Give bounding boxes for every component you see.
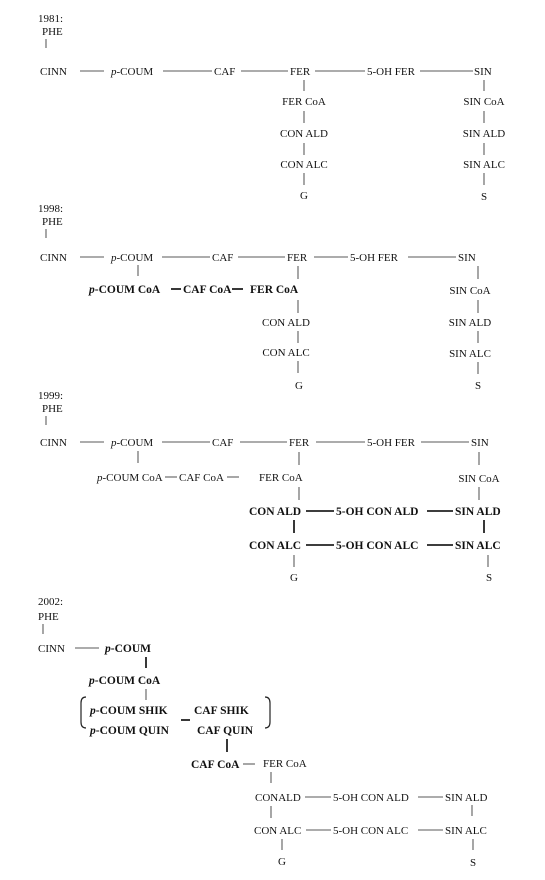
p-prefix: p	[90, 705, 96, 717]
phe-label: PHE	[38, 611, 59, 623]
year-label: 1998:	[38, 203, 64, 215]
sin-alc-label: SIN ALC	[455, 540, 501, 552]
p-prefix: p	[89, 284, 95, 296]
sin-label: SIN	[458, 252, 476, 264]
left-bracket	[81, 697, 86, 728]
pcoum-coa-label	[88, 284, 161, 296]
con-alc-label: CON ALC	[280, 159, 328, 171]
caf-label: CAF	[212, 437, 234, 449]
g-label: G	[290, 572, 298, 584]
s-label: S	[485, 572, 493, 584]
coum-coa-suffix: -COUM CoA	[94, 284, 161, 296]
p-prefix: p	[111, 66, 117, 78]
pcoum-shik-label	[89, 705, 168, 717]
5-oh-fer-label: 5-OH FER	[367, 437, 415, 449]
pcoum-label	[104, 643, 151, 655]
con-ald-label: CON ALD	[280, 128, 328, 140]
con-ald-label: CON ALD	[262, 317, 310, 329]
p-prefix: p	[111, 437, 117, 449]
caf-coa-label: CAF CoA	[183, 284, 232, 296]
5-oh-con-ald-label: 5-OH CON ALD	[333, 792, 409, 804]
p-prefix: p	[105, 643, 111, 655]
conald-label: CONALD	[255, 792, 301, 804]
s-label: S	[474, 380, 482, 392]
sin-coa-label: SIN CoA	[449, 285, 491, 297]
5-oh-con-alc-label: 5-OH CON ALC	[333, 825, 409, 837]
pcoum-label	[110, 252, 153, 264]
fer-label: FER	[287, 252, 308, 264]
year-label: 1981:	[38, 13, 64, 25]
caf-quin-label: CAF QUIN	[197, 725, 254, 737]
g-label: G	[278, 856, 286, 868]
p-prefix: p	[97, 472, 103, 484]
fer-label: FER	[290, 66, 311, 78]
con-alc-label: CON ALC	[262, 347, 310, 359]
g-label: G	[295, 380, 303, 392]
sin-coa-label: SIN CoA	[463, 96, 505, 108]
p-prefix: p	[111, 252, 117, 264]
sin-ald-label: SIN ALD	[462, 128, 506, 140]
con-ald-label: CON ALD	[249, 506, 302, 518]
pcoum-quin-label	[89, 725, 170, 737]
s-label: S	[469, 857, 477, 869]
p-prefix: p	[89, 675, 95, 687]
fer-coa-label: FER CoA	[263, 758, 307, 770]
con-alc-label: CON ALC	[249, 540, 302, 552]
phe-label: PHE	[42, 216, 63, 228]
caf-label: CAF	[214, 66, 236, 78]
fer-coa-label: FER CoA	[259, 472, 303, 484]
fer-label: FER	[289, 437, 310, 449]
cinn-label: CINN	[40, 66, 67, 78]
5-oh-fer-label: 5-OH FER	[350, 252, 398, 264]
sin-ald-label: SIN ALD	[448, 317, 492, 329]
sin-alc-label: SIN ALC	[463, 159, 505, 171]
cinn-label: CINN	[40, 437, 67, 449]
5-oh-fer-label: 5-OH FER	[367, 66, 415, 78]
sin-alc-label: SIN ALC	[445, 825, 487, 837]
sin-ald-label: SIN ALD	[445, 792, 488, 804]
sin-label: SIN	[471, 437, 489, 449]
caf-label: CAF	[212, 252, 234, 264]
sin-alc-label: SIN ALC	[449, 348, 491, 360]
coum-suffix: -COUM	[116, 437, 154, 449]
fer-coa-label: FER CoA	[250, 284, 299, 296]
pcoum-coa-label	[96, 472, 163, 484]
sin-label: SIN	[474, 66, 492, 78]
pcoum-label	[110, 437, 153, 449]
coum-coa-suffix: -COUM CoA	[102, 472, 163, 484]
cinn-label: CINN	[38, 643, 65, 655]
coum-suffix: -COUM	[116, 252, 154, 264]
5-oh-con-ald-label: 5-OH CON ALD	[336, 506, 419, 518]
pcoum-coa-label	[88, 675, 161, 687]
fer-coa-label: FER CoA	[282, 96, 326, 108]
5-oh-con-alc-label: 5-OH CON ALC	[336, 540, 419, 552]
coum-coa-suffix: -COUM CoA	[94, 675, 161, 687]
phe-label: PHE	[42, 403, 63, 415]
caf-coa-label: CAF CoA	[191, 759, 240, 771]
year-label: 2002:	[38, 596, 64, 608]
sin-ald-label: SIN ALD	[455, 506, 501, 518]
year-label: 1999:	[38, 390, 64, 402]
sin-coa-label: SIN CoA	[458, 473, 500, 485]
coum-quin-suffix: -COUM QUIN	[95, 725, 169, 737]
pcoum-label	[110, 66, 153, 78]
coum-suffix: -COUM	[116, 66, 154, 78]
coum-shik-suffix: -COUM SHIK	[95, 705, 168, 717]
caf-coa-label: CAF CoA	[179, 472, 224, 484]
caf-shik-label: CAF SHIK	[194, 705, 249, 717]
p-prefix: p	[90, 725, 96, 737]
s-label: S	[480, 191, 488, 203]
coum-suffix: -COUM	[110, 643, 151, 655]
cinn-label: CINN	[40, 252, 67, 264]
phe-label: PHE	[42, 26, 63, 38]
right-bracket	[265, 697, 270, 728]
con-alc-label: CON ALC	[254, 825, 302, 837]
g-label: G	[300, 190, 308, 202]
